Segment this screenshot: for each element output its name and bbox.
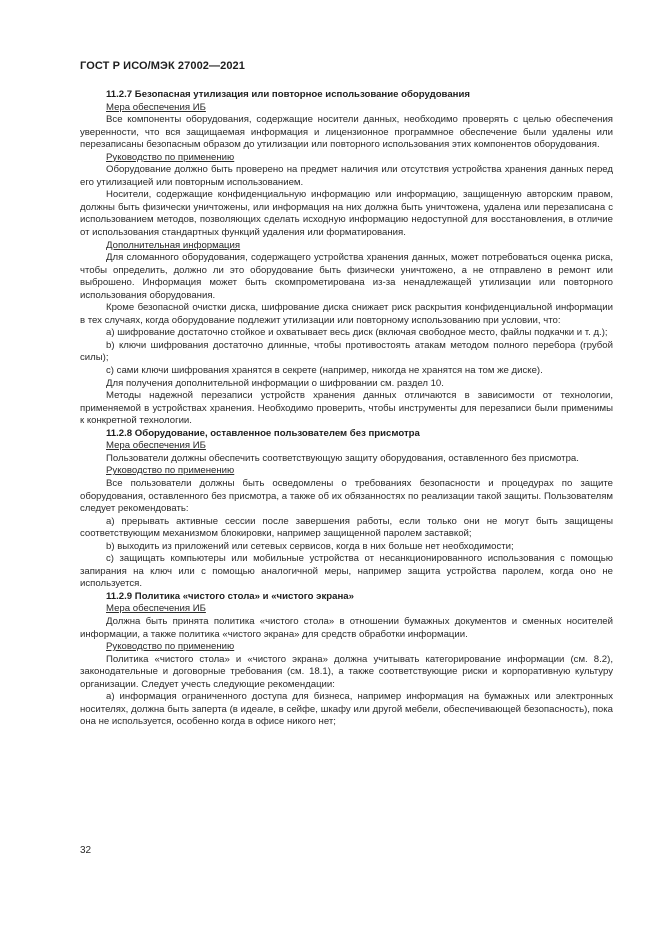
list-item: a) информация ограниченного доступа для бизнеса, например информация на бумажных или электронных носителях, должна быть заперта (в идеале, в сейфе, шкафу или другой мебели, обеспечивающей безопасность), пока она не используется, особенно когда в офисе никого нет; — [80, 691, 613, 728]
measure-label: Мера обеспечения ИБ — [106, 603, 206, 615]
page-content — [80, 89, 613, 729]
section-heading-11-2-9: 11.2.9 Политика «чистого стола» и «чистого экрана» — [106, 590, 354, 602]
paragraph: Методы надежной перезаписи устройств хранения данных отличаются в зависимости от технологии, применяемой в устройствах хранения. Необходимо проверить, чтобы инструменты для перезаписи были применимы к конкретной технологии. — [80, 390, 613, 427]
list-item: a) прерывать активные сессии после завершения работы, если только они не могут быть защищены соответствующим механизмом блокировки, например защищенной паролем заставкой; — [80, 515, 613, 540]
paragraph: Пользователи должны обеспечить соответствующую защиту оборудования, оставленного без присмотра. — [106, 452, 579, 464]
section-heading-11-2-8: 11.2.8 Оборудование, оставленное пользователем без присмотра — [106, 427, 420, 439]
paragraph: Все компоненты оборудования, содержащие носители данных, необходимо проверять с целью обеспечения уверенности, что вся защищаемая информация и лицензионное программное обеспечение были удалены или перезаписаны безопасным образом до утилизации или повторного использования этих компонентов оборудования. — [80, 114, 613, 151]
guidance-label: Руководство по применению — [106, 465, 235, 477]
document-header: ГОСТ Р ИСО/МЭК 27002—2021 — [80, 60, 245, 72]
paragraph: Для получения дополнительной информации о шифровании см. раздел 10. — [106, 377, 444, 389]
list-item: b) ключи шифрования достаточно длинные, чтобы противостоять атакам методом полного перебора (грубой силы); — [80, 339, 613, 364]
paragraph: Политика «чистого стола» и «чистого экрана» должна учитывать категорирование информации (см. 8.2), законодательные и договорные требования (см. 18.1), а также соответствующие риски и корпоративную культуру организации. Следует учесть следующие рекомендации: — [80, 653, 613, 690]
section-heading-11-2-7: 11.2.7 Безопасная утилизация или повторное использование оборудования — [106, 89, 470, 100]
measure-label: Мера обеспечения ИБ — [106, 440, 206, 452]
paragraph: Для сломанного оборудования, содержащего устройства хранения данных, может потребоваться оценка риска, чтобы определить, должно ли это оборудование быть физически уничтожено, а не отправлено в ремонт или выброшено. Информация может быть скомпрометирована из-за ненадлежащей утилизации или повторного использования оборудования. — [80, 252, 613, 301]
paragraph: Кроме безопасной очистки диска, шифрование диска снижает риск раскрытия конфиденциальной информации в тех случаях, когда оборудование подлежит утилизации или повторному использованию при условии, что: — [80, 302, 613, 326]
paragraph: Все пользователи должны быть осведомлены о требованиях безопасности и процедурах по защите оборудования, оставленного без присмотра, а также об их обязанностях по реализации такой защиты. Пользователям следует рекомендовать: — [80, 477, 613, 515]
guidance-label: Руководство по применению — [106, 641, 235, 653]
list-item: a) шифрование достаточно стойкое и охватывает весь диск (включая свободное место, файлы подкачки и т. д.); — [106, 327, 608, 339]
page-number: 32 — [80, 845, 92, 856]
guidance-label: Руководство по применению — [106, 151, 235, 163]
paragraph: Оборудование должно быть проверено на предмет наличия или отсутствия устройства хранения данных перед его утилизацией или повторным использованием. — [80, 164, 613, 188]
paragraph: Носители, содержащие конфиденциальную информацию или информацию, защищенную авторским правом, должны быть физически уничтожены, или информация на них должна быть уничтожена, удалена или перезаписана с использованием методов, позволяющих сделать исходную информацию недоступной для восстановления, в отличие от использования стандартных функций удаления или форматирования. — [80, 189, 613, 239]
list-item: c) защищать компьютеры или мобильные устройства от несанкционированного использования с помощью запирания на ключ или с помощью аналогичной меры, например защита устройства паролем, когда оно не используется. — [80, 553, 613, 590]
list-item: b) выходить из приложений или сетевых сервисов, когда в них больше нет необходимости; — [106, 540, 514, 552]
paragraph: Должна быть принята политика «чистого стола» в отношении бумажных документов и сменных носителей информации, а также политика «чистого экрана» для средств обработки информации. — [80, 615, 613, 640]
measure-label: Мера обеспечения ИБ — [106, 101, 206, 113]
list-item: c) сами ключи шифрования хранятся в секрете (например, никогда не хранятся на том же диске). — [106, 365, 543, 377]
additional-info-label: Дополнительная информация — [106, 239, 241, 251]
